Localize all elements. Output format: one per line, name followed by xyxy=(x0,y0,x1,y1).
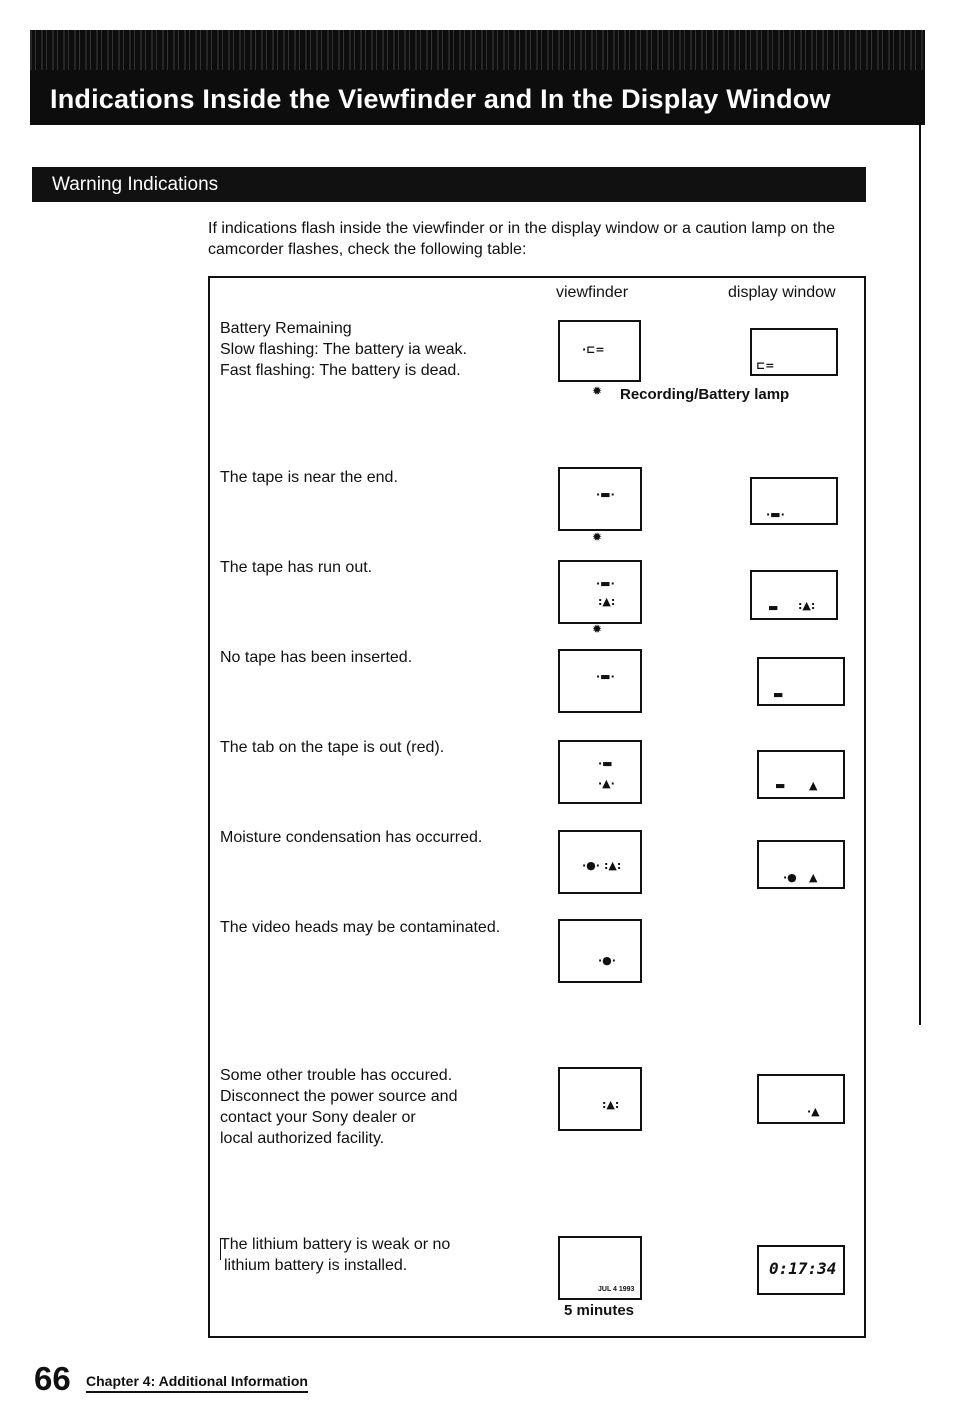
row-text-line: No tape has been inserted. xyxy=(220,649,413,666)
display-window-box xyxy=(750,477,838,525)
viewfinder-box xyxy=(558,560,642,624)
cassette-icon: ·▬· xyxy=(766,508,785,521)
viewfinder-box xyxy=(558,740,642,804)
caution-icon: ·▲ xyxy=(807,1105,820,1118)
row-text-line: The tab on the tape is out (red). xyxy=(220,739,445,756)
row-tab-out-text xyxy=(220,737,540,758)
section-header xyxy=(32,167,866,202)
lamp-flash-icon: ✹ xyxy=(592,530,603,544)
cassette-icon: ·▬· xyxy=(596,670,615,683)
row-text-line: The tape has run out. xyxy=(220,559,373,576)
row-text-line: Battery Remaining xyxy=(220,320,352,337)
row-moisture-text xyxy=(220,827,540,848)
row-tape-run-out-text xyxy=(220,557,540,578)
display-window-box xyxy=(757,1074,845,1124)
warning-table xyxy=(208,276,866,1338)
row-text-line: local authorized facility. xyxy=(220,1130,385,1147)
row-text-line: lithium battery is installed. xyxy=(224,1257,408,1274)
lamp-flash-icon: ✹ xyxy=(592,384,603,398)
row-no-tape-text xyxy=(220,647,540,668)
lamp-label: Recording/Battery lamp xyxy=(620,386,790,403)
column-header-viewfinder: viewfinder xyxy=(556,284,629,301)
row-text-line: The lithium battery is weak or no xyxy=(220,1236,451,1253)
row-text-line: contact your Sony dealer or xyxy=(220,1109,416,1126)
timing-caption: 5 minutes xyxy=(564,1302,635,1319)
row-heads-text xyxy=(220,917,540,938)
row-text-line: Fast flashing: The battery is dead. xyxy=(220,362,461,379)
row-text-line: Moisture condensation has occurred. xyxy=(220,829,483,846)
viewfinder-box xyxy=(558,320,641,382)
cassette-icon: ▬ xyxy=(775,779,786,792)
clock-readout: 0:17:34 xyxy=(769,1259,837,1278)
cassette-icon: ·▬ xyxy=(598,757,613,770)
page-title: Indications Inside the Viewfinder and In the Display Window xyxy=(50,84,831,114)
intro-paragraph: If indications flash inside the viewfinder or in the display window or a caution lamp on the camcorder flashes, check the following table: xyxy=(208,220,836,258)
viewfinder-box xyxy=(558,467,642,531)
head-icon: ·●· xyxy=(598,954,616,967)
section-title: Warning Indications xyxy=(52,174,219,195)
right-margin-rule xyxy=(919,125,921,1025)
date-readout: JUL 4 1993 xyxy=(598,1286,635,1293)
row-other-trouble-text xyxy=(220,1065,540,1149)
row-tape-near-end-text xyxy=(220,467,540,488)
moisture-icon: ·● xyxy=(783,871,797,884)
viewfinder-box xyxy=(558,649,642,713)
viewfinder-box xyxy=(558,830,642,894)
lamp-flash-icon: ✹ xyxy=(592,622,603,636)
chapter-banner xyxy=(30,30,925,125)
row-text-line: Some other trouble has occured. xyxy=(220,1067,453,1084)
chapter-footer: Chapter 4: Additional Information xyxy=(86,1373,308,1393)
row-text-line: Disconnect the power source and xyxy=(220,1088,458,1105)
cassette-icon: ·▬· xyxy=(596,488,615,501)
moisture-icon: ·●· xyxy=(582,859,600,872)
caution-icon: :▲: xyxy=(602,1098,620,1111)
display-window-box xyxy=(757,1245,845,1295)
row-text-line: Slow flashing: The battery ia weak. xyxy=(220,341,467,358)
cassette-icon: ▬ xyxy=(768,601,779,614)
column-header-display: display window xyxy=(728,284,836,301)
display-window-box xyxy=(750,328,838,376)
row-text-line: The video heads may be contaminated. xyxy=(220,919,501,936)
battery-flash-icon: ·⊏= xyxy=(582,343,605,356)
caution-icon: ·▲· xyxy=(598,777,615,790)
display-window-box xyxy=(757,750,845,799)
viewfinder-box xyxy=(558,1236,642,1300)
row-text-line: The tape is near the end. xyxy=(220,469,398,486)
caution-icon: :▲: xyxy=(598,595,616,608)
caution-icon: ▲ xyxy=(809,779,818,792)
display-window-box xyxy=(757,840,845,889)
cassette-icon: ·▬· xyxy=(596,577,615,590)
battery-flash-icon: ⊏= xyxy=(756,359,775,372)
display-window-box xyxy=(757,657,845,706)
viewfinder-box xyxy=(558,919,642,983)
banner-texture xyxy=(30,30,925,70)
caution-icon: :▲: xyxy=(798,599,816,612)
display-window-box xyxy=(750,570,838,620)
cassette-icon: ▬ xyxy=(773,688,784,701)
viewfinder-box xyxy=(558,1067,642,1131)
page-number: 66 xyxy=(34,1360,71,1397)
row-lithium-text xyxy=(220,1234,540,1276)
caution-icon: ▲ xyxy=(809,871,818,884)
caution-icon: :▲: xyxy=(604,859,622,872)
row-battery-text xyxy=(220,318,540,381)
